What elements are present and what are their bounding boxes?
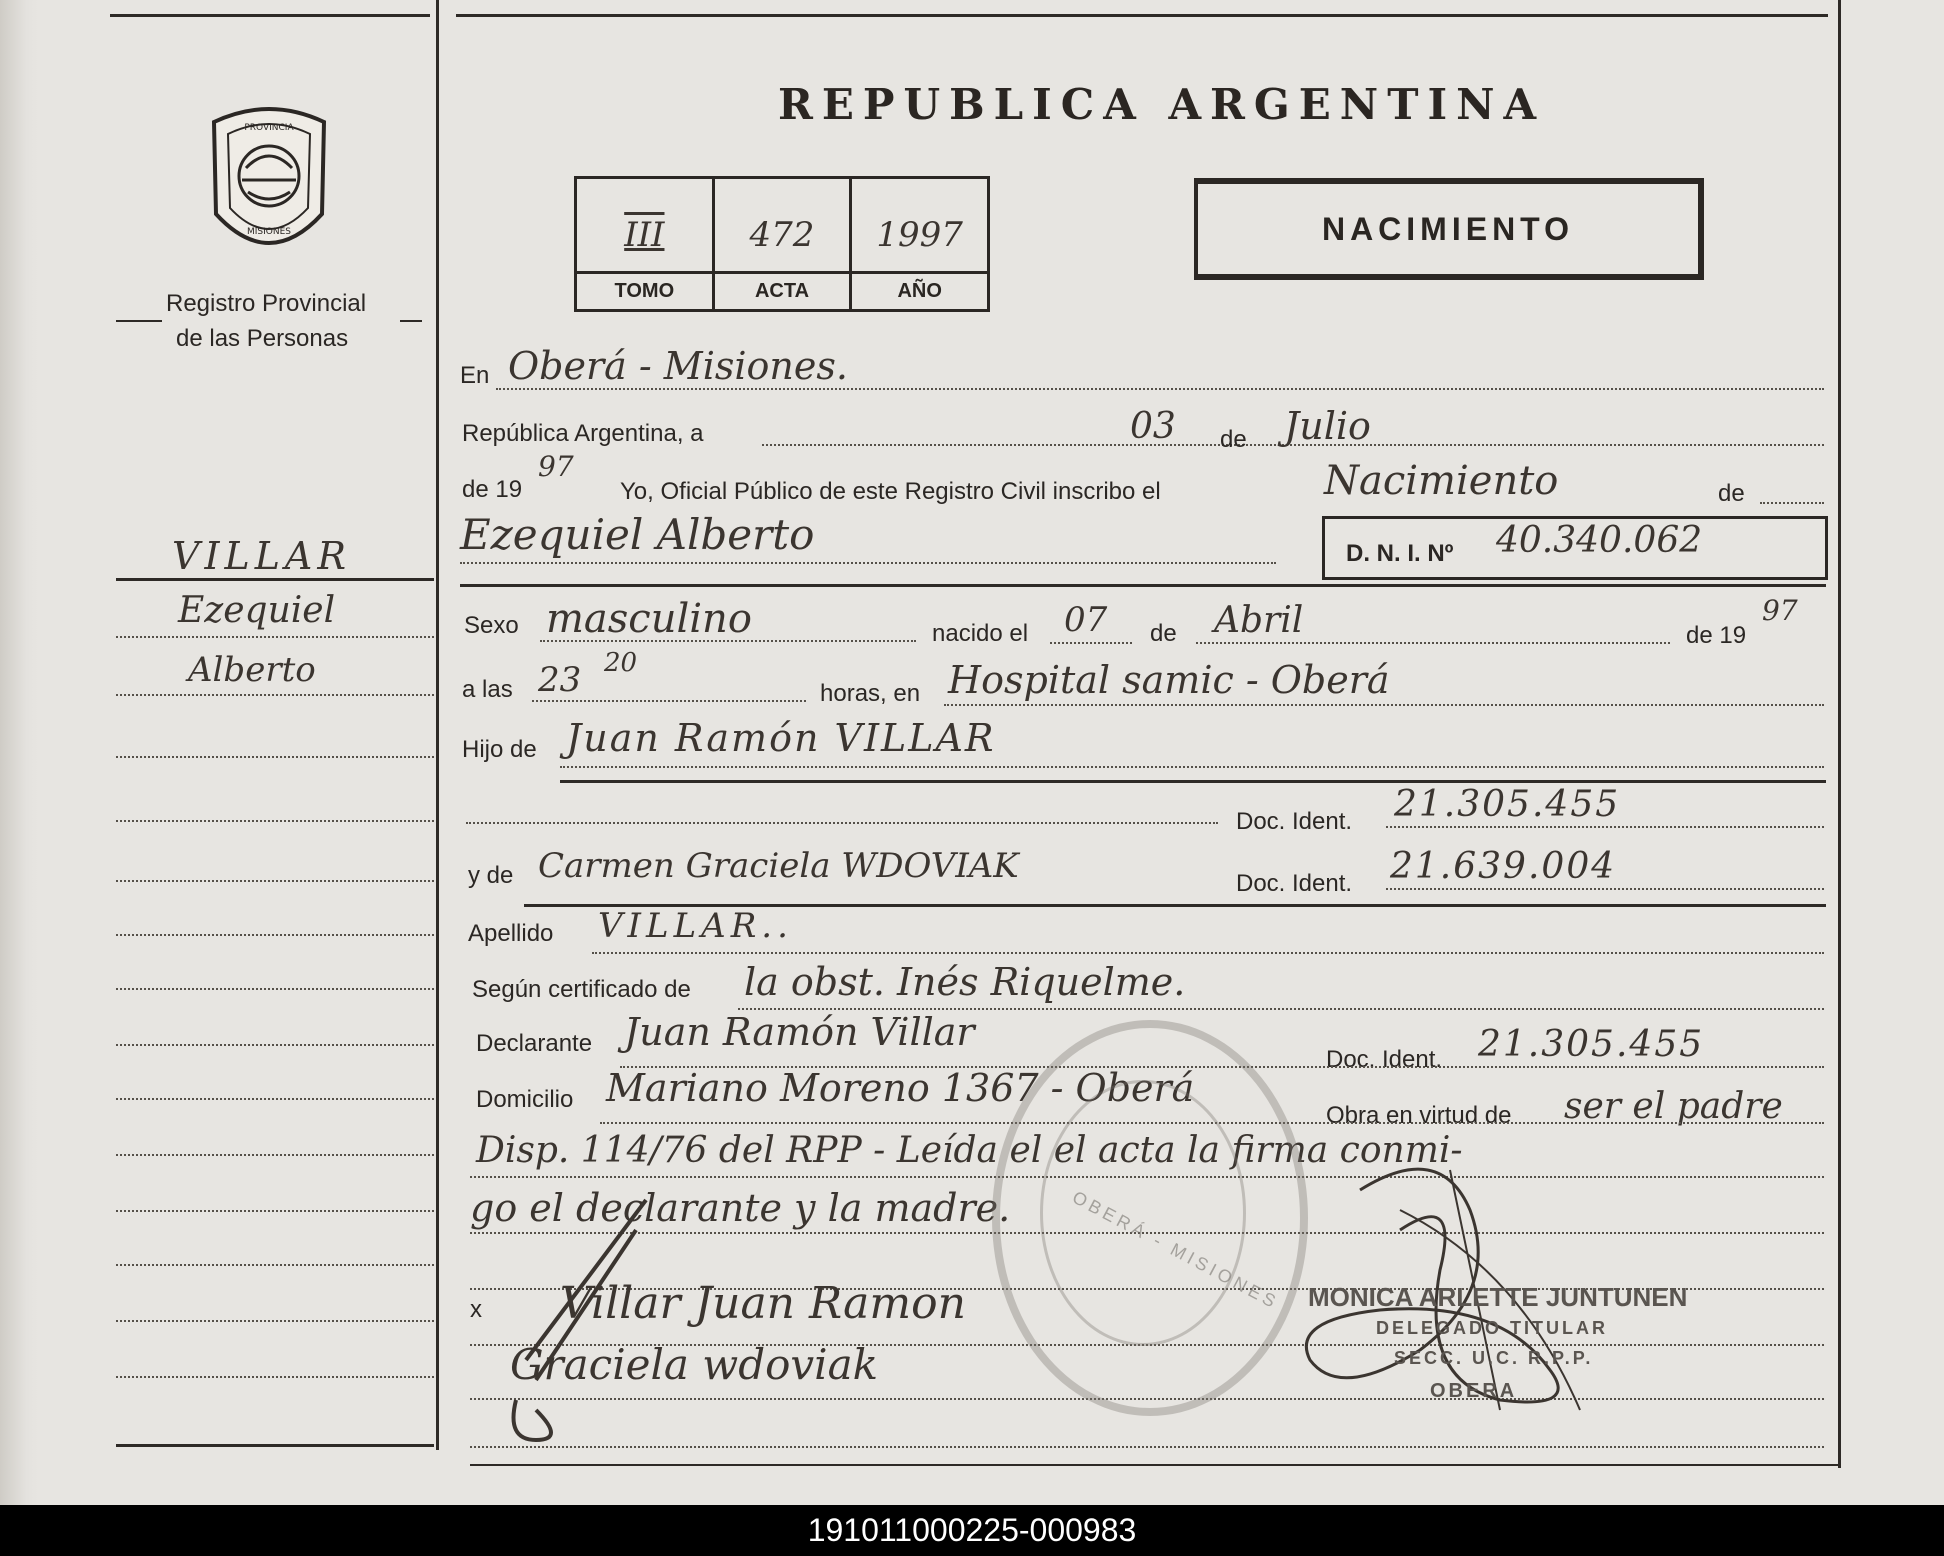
registry-line-1: Registro Provincial (166, 290, 367, 317)
declarant-value: Juan Ramón Villar (624, 1010, 975, 1054)
label-republica: República Argentina, a (462, 420, 704, 447)
anio-value: 1997 (876, 215, 963, 255)
tomo-cell (577, 179, 715, 309)
document-id-bar (0, 1505, 1944, 1556)
margin-line (116, 820, 434, 822)
label-horas-en: horas, en (820, 680, 921, 707)
provincial-seal (206, 104, 332, 262)
sex-value: masculino (546, 596, 752, 642)
acta-cell (715, 179, 853, 309)
registry-dash-left (116, 320, 162, 322)
line-hour (532, 700, 806, 702)
margin-line (116, 694, 434, 696)
document-type: NACIMIENTO (1321, 210, 1575, 247)
surname-value: VILLAR.. (598, 906, 793, 946)
line-name (460, 562, 1276, 564)
margin-line (116, 636, 434, 638)
line-birth-day (1050, 642, 1132, 644)
signature-scribble-left (496, 1190, 656, 1450)
line-birth-month (1196, 642, 1670, 644)
section-rule-1 (460, 584, 1826, 587)
label-declarante: Declarante (476, 1030, 593, 1057)
book-binding-edge (0, 0, 38, 1505)
margin-line (116, 934, 434, 936)
line-sexo (540, 640, 916, 642)
line-father-extra (466, 822, 1218, 824)
seal-text-bottom: MISIONES (246, 227, 292, 237)
margin-line (116, 1098, 434, 1100)
declarant-doc-value: 21.305.455 (1478, 1024, 1705, 1065)
label-y-de: y de (468, 862, 514, 889)
right-border (1838, 0, 1841, 1468)
year-value: 97 (538, 450, 574, 483)
acta-value: 472 (749, 215, 815, 255)
label-doc-ident-3: Doc. Ident. (1326, 1046, 1443, 1073)
margin-line (116, 1210, 434, 1212)
child-name-value: Ezequiel Alberto (460, 510, 815, 559)
section-rule-2 (560, 780, 1826, 783)
birth-day-value: 07 (1064, 600, 1108, 640)
label-doc-ident-1: Doc. Ident. (1236, 808, 1353, 835)
father-doc-value: 21.305.455 (1394, 784, 1621, 825)
line-de (1760, 502, 1824, 504)
column-divider (436, 0, 439, 1450)
margin-bottom-rule (116, 1444, 434, 1447)
line-place (944, 704, 1824, 706)
record-box (574, 176, 990, 312)
label-yo-oficial: Yo, Oficial Público de este Registro Civil inscribo el (620, 478, 1161, 505)
official-title: DELEGADO TITULAR (1376, 1318, 1608, 1338)
month-value: Julio (1284, 404, 1371, 448)
label-a-las: a las (462, 676, 513, 703)
label-de-2: de (1718, 480, 1745, 507)
country-title: REPUBLICA ARGENTINA (778, 80, 1546, 129)
birth-year-value: 97 (1762, 594, 1798, 627)
margin-surname: VILLAR (172, 534, 351, 578)
label-doc-ident-2: Doc. Ident. (1236, 870, 1353, 897)
line-blank-4 (470, 1446, 1824, 1448)
address-value: Mariano Moreno 1367 - Oberá (606, 1066, 1195, 1110)
birth-hour-value: 23 (538, 660, 582, 700)
label-segun: Según certificado de (472, 976, 691, 1003)
birth-month-value: Abril (1214, 600, 1304, 641)
seal-text-top: PROVINCIA (244, 123, 294, 133)
mother-doc-value: 21.639.004 (1390, 846, 1617, 887)
day-value: 03 (1130, 406, 1176, 447)
margin-line (116, 756, 434, 758)
line-apellido (592, 952, 1824, 954)
in-virtue-value: ser el padre (1564, 1086, 1783, 1127)
margin-rule (116, 578, 434, 581)
official-section: SECC. U.C. R.P.P. (1394, 1348, 1594, 1368)
line-en (496, 388, 1824, 390)
top-rule-right (456, 14, 1828, 17)
note-line-2: go el declarante y la madre. (470, 1186, 1011, 1230)
label-nacido-el: nacido el (932, 620, 1029, 647)
father-value: Juan Ramón VILLAR (566, 716, 996, 760)
document-type-box (1194, 178, 1704, 280)
label-hijo-de: Hijo de (462, 736, 537, 763)
margin-given-1: Ezequiel (178, 590, 336, 631)
mother-value: Carmen Graciela WDOVIAK (538, 846, 1019, 886)
label-de19: de 19 (462, 476, 523, 503)
label-domicilio: Domicilio (476, 1086, 574, 1113)
label-de19-b: de 19 (1686, 622, 1747, 649)
birth-place-value: Hospital samic - Oberá (948, 658, 1390, 702)
margin-line (116, 1154, 434, 1156)
line-father-doc (1386, 826, 1824, 828)
bottom-rule (470, 1464, 1840, 1466)
official-city: OBERA (1430, 1380, 1518, 1402)
official-name: MONICA ARLETTE JUNTUNEN (1308, 1282, 1688, 1312)
margin-line (116, 1044, 434, 1046)
registry-stamp-inner (1040, 1080, 1246, 1346)
label-sexo: Sexo (464, 612, 519, 639)
certificate-value: la obst. Inés Riquelme. (744, 960, 1186, 1004)
tomo-label: TOMO (577, 271, 712, 303)
anio-label: AÑO (852, 271, 987, 303)
margin-line (116, 1376, 434, 1378)
birth-minutes-value: 20 (604, 648, 638, 678)
dni-value: 40.340.062 (1496, 520, 1703, 561)
label-dni: D. N. I. Nº (1346, 540, 1454, 567)
document-id: 191011000225-000983 (807, 1512, 1137, 1548)
place-value: Oberá - Misiones. (508, 344, 848, 388)
anio-cell (852, 179, 987, 309)
label-apellido: Apellido (468, 920, 554, 947)
label-en: En (460, 362, 490, 389)
act-type-value: Nacimiento (1324, 458, 1559, 504)
label-de: de (1220, 426, 1247, 453)
stamp-text: OBERÁ - MISIONES (1069, 1186, 1283, 1314)
signature-2: Graciela wdoviak (510, 1340, 879, 1389)
margin-line (116, 988, 434, 990)
note-line-1: Disp. 114/76 del RPP - Leída el el acta la firma conmi- (476, 1130, 1463, 1171)
acta-label: ACTA (715, 271, 850, 303)
line-mother-doc (1386, 888, 1824, 890)
top-rule-left (110, 14, 430, 17)
label-de-3: de (1150, 620, 1177, 647)
margin-line (116, 880, 434, 882)
signature-1: Villar Juan Ramon (560, 1278, 966, 1329)
registry-dash-right (400, 320, 422, 322)
margin-given-2: Alberto (188, 650, 316, 690)
line-father (560, 766, 1824, 768)
label-obra: Obra en virtud de (1326, 1102, 1512, 1129)
margin-line (116, 1320, 434, 1322)
label-x: x (470, 1296, 482, 1323)
registry-line-2: de las Personas (176, 325, 349, 352)
margin-line (116, 1264, 434, 1266)
tomo-value: III (624, 215, 665, 255)
